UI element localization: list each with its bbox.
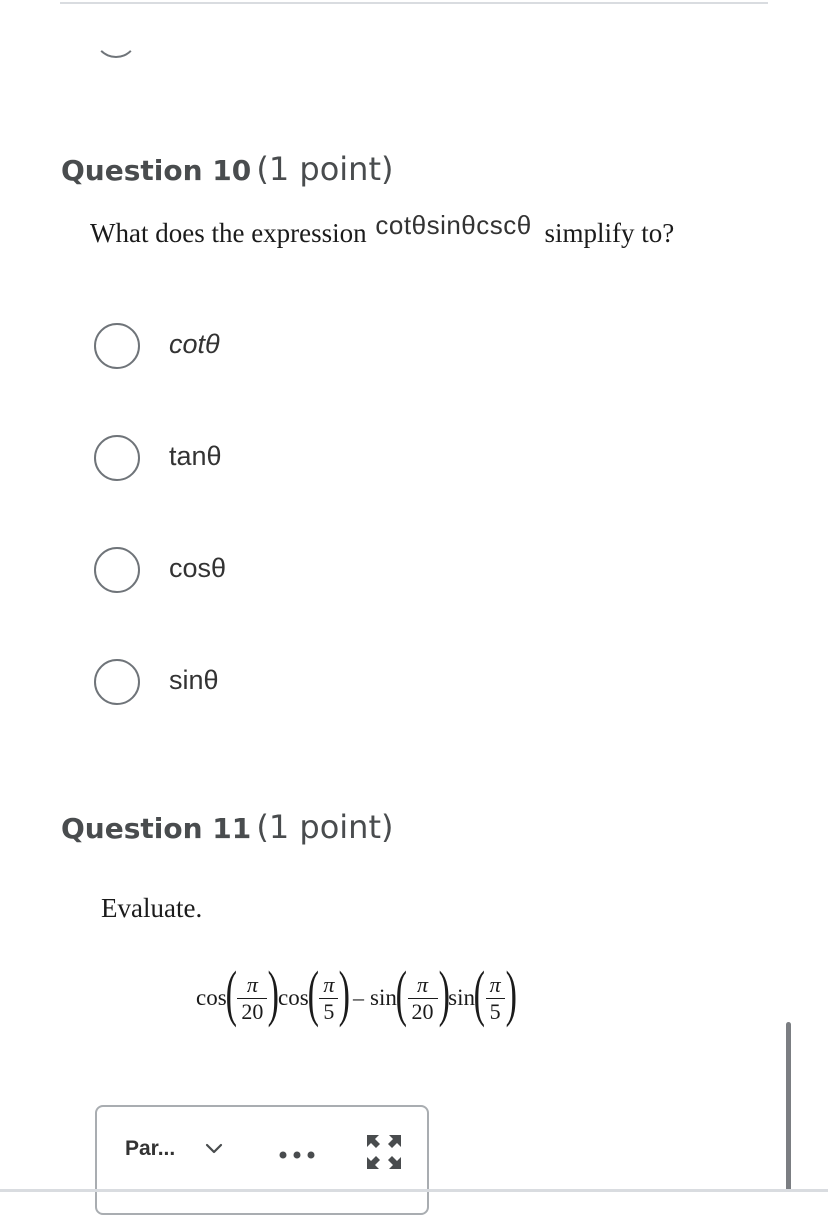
question-number: Question 10 (61, 154, 252, 187)
answer-editor-toolbar (95, 1105, 429, 1215)
option-label: tanθ (169, 441, 222, 471)
right-paren: ) (438, 960, 450, 1028)
function-name: sin (370, 985, 397, 1010)
fraction (319, 972, 338, 1024)
option-label: cotθ (169, 329, 220, 359)
option-label: sinθ (169, 665, 219, 695)
left-paren: ( (473, 960, 486, 1028)
evaluate-instruction: Evaluate. (101, 893, 203, 923)
top-divider (60, 2, 768, 4)
fraction-denominator: 20 (408, 998, 438, 1024)
more-horizontal-icon[interactable] (279, 1147, 315, 1165)
function-name: cos (277, 985, 309, 1010)
prompt-expression: cotθsinθcscθ (375, 210, 532, 240)
fullscreen-expand-icon[interactable] (365, 1133, 403, 1176)
radio-button[interactable] (94, 547, 140, 593)
left-paren: ( (307, 960, 319, 1028)
fraction (408, 972, 438, 1024)
right-paren: ) (505, 960, 517, 1028)
trig-formula-image (196, 958, 515, 1038)
question-points: (1 point) (256, 150, 394, 188)
option-sin[interactable] (94, 657, 494, 707)
function-name: sin (448, 985, 475, 1010)
question-number: Question 11 (61, 812, 252, 845)
left-paren: ( (395, 960, 407, 1028)
function-name: cos (196, 985, 227, 1010)
fraction-numerator: π (489, 972, 501, 998)
question-10-prompt (90, 210, 675, 249)
fraction-denominator: 5 (319, 998, 338, 1024)
option-cot[interactable] (94, 321, 494, 371)
option-label: cosθ (169, 553, 227, 583)
minus-sign: – (353, 985, 364, 1010)
fraction (486, 972, 505, 1024)
question-10-heading (61, 150, 393, 188)
paragraph-format-select[interactable]: Par... (125, 1137, 176, 1160)
right-paren: ) (267, 960, 280, 1028)
radio-button[interactable] (94, 435, 140, 481)
fraction (237, 972, 267, 1024)
radio-button[interactable] (94, 323, 140, 369)
option-cos[interactable] (94, 545, 494, 595)
option-tan[interactable] (94, 433, 494, 483)
fraction-numerator: π (323, 972, 335, 998)
radio-button[interactable] (94, 659, 140, 705)
chevron-down-icon[interactable] (205, 1142, 223, 1160)
right-paren: ) (338, 960, 351, 1028)
question-points: (1 point) (256, 808, 394, 846)
prompt-text-before: What does the expression (90, 218, 367, 248)
scrollbar-thumb[interactable] (786, 1022, 791, 1192)
fraction-denominator: 20 (237, 998, 267, 1024)
fraction-numerator: π (416, 972, 429, 998)
prompt-text-after: simplify to? (544, 218, 675, 248)
fraction-numerator: π (246, 972, 258, 998)
question-11-heading (61, 808, 393, 846)
fraction-denominator: 5 (486, 998, 505, 1024)
previous-question-radio[interactable] (94, 14, 138, 58)
left-paren: ( (225, 960, 237, 1028)
